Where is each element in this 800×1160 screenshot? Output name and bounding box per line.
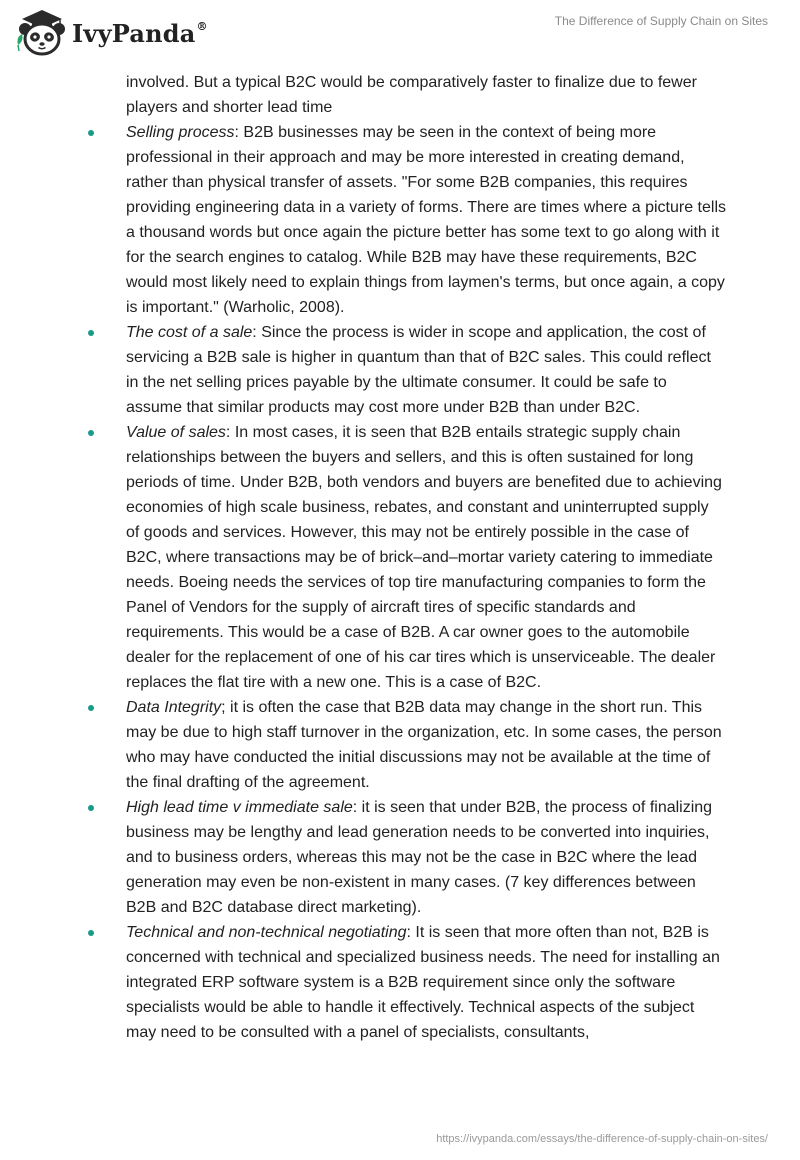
list-item bbox=[0, 420, 726, 695]
item-term: Technical and non-technical negotiating bbox=[126, 924, 407, 941]
panda-graduate-icon bbox=[14, 7, 68, 57]
list-item bbox=[0, 920, 726, 1045]
bullet-icon bbox=[88, 430, 94, 436]
item-term: Data Integrity bbox=[126, 699, 222, 716]
item-term: High lead time v immediate sale bbox=[126, 799, 353, 816]
item-text: : It is seen that more often than not, B2B is concerned with technical and specialized business needs. The need for installing an integrated ERP software system is a B2B requirement since only the software specialists would be able to handle it effectively. Technical aspects of the subject may need to be consulted with a panel of specialists, consultants, bbox=[126, 924, 720, 1041]
list-item bbox=[0, 320, 726, 420]
brand-name: IvyPanda® bbox=[72, 18, 208, 48]
item-text: : it is seen that under B2B, the process of finalizing business may be lengthy and lead generation needs to be converted into inquiries, and to business orders, whereas this may not be the case in B2C where the lead generation may even be non-existent in many cases. (7 key differences between B2B and B2C database direct marketing). bbox=[126, 799, 713, 916]
page-header bbox=[0, 0, 800, 62]
item-text: : In most cases, it is seen that B2B entails strategic supply chain relationships between the buyers and sellers, and this is often sustained for long periods of time. Under B2B, both vendors and buyers are benefited due to achieving economies of high scale business, rebates, and constant and uninterrupted supply of goods and services. However, this may not be entirely possible in the case of B2C, where transactions may be of brick–and–mortar variety catering to immediate needs. Boeing needs the services of top tire manufacturing companies to form the Panel of Vendors for the supply of aircraft tires of specific standards and requirements. This would be a case of B2B. A car owner goes to the automobile dealer for the replacement of one of his car tires which is unserviceable. The dealer replaces the flat tire with a new one. This is a case of B2C. bbox=[126, 424, 722, 691]
document-title: The Difference of Supply Chain on Sites bbox=[554, 14, 768, 28]
essay-body bbox=[0, 70, 800, 1045]
list-item bbox=[0, 120, 726, 320]
item-term: The cost of a sale bbox=[126, 324, 253, 341]
bullet-icon bbox=[88, 930, 94, 936]
item-term: Value of sales bbox=[126, 424, 226, 441]
bullet-icon bbox=[88, 330, 94, 336]
item-text: ; it is often the case that B2B data may change in the short run. This may be due to high staff turnover in the organization, etc. In some cases, the person who may have conducted the initial discussions may not be available at the time of the final drafting of the agreement. bbox=[126, 699, 722, 791]
continued-paragraph: involved. But a typical B2C would be comparatively faster to finalize due to fewer players and shorter lead time bbox=[126, 74, 697, 116]
list-item bbox=[0, 795, 726, 920]
bullet-icon bbox=[88, 130, 94, 136]
item-term: Selling process bbox=[126, 124, 235, 141]
bullet-icon bbox=[88, 705, 94, 711]
brand-logo[interactable] bbox=[14, 6, 208, 58]
comparison-list bbox=[0, 120, 800, 1045]
item-text: : Since the process is wider in scope and application, the cost of servicing a B2B sale is higher in quantum than that of B2C sales. This could reflect in the net selling prices payable by the ultimate consumer. It could be safe to assume that similar products may cost more under B2B than under B2C. bbox=[126, 324, 711, 416]
source-url[interactable]: https://ivypanda.com/essays/the-difference-of-supply-chain-on-sites/ bbox=[436, 1133, 768, 1145]
bullet-icon bbox=[88, 805, 94, 811]
list-item bbox=[0, 695, 726, 795]
item-text: : B2B businesses may be seen in the context of being more professional in their approach and may be more interested in creating demand, rather than physical transfer of assets. "For some B2B companies, this requires providing engineering data in a variety of forms. There are times where a picture tells a thousand words but once again the picture better has some text to go along with it for the search engines to catalog. While B2B may have these requirements, B2C would most likely need to explain things from laymen's terms, but once again, a copy is important." (Warholic, 2008). bbox=[126, 124, 727, 316]
